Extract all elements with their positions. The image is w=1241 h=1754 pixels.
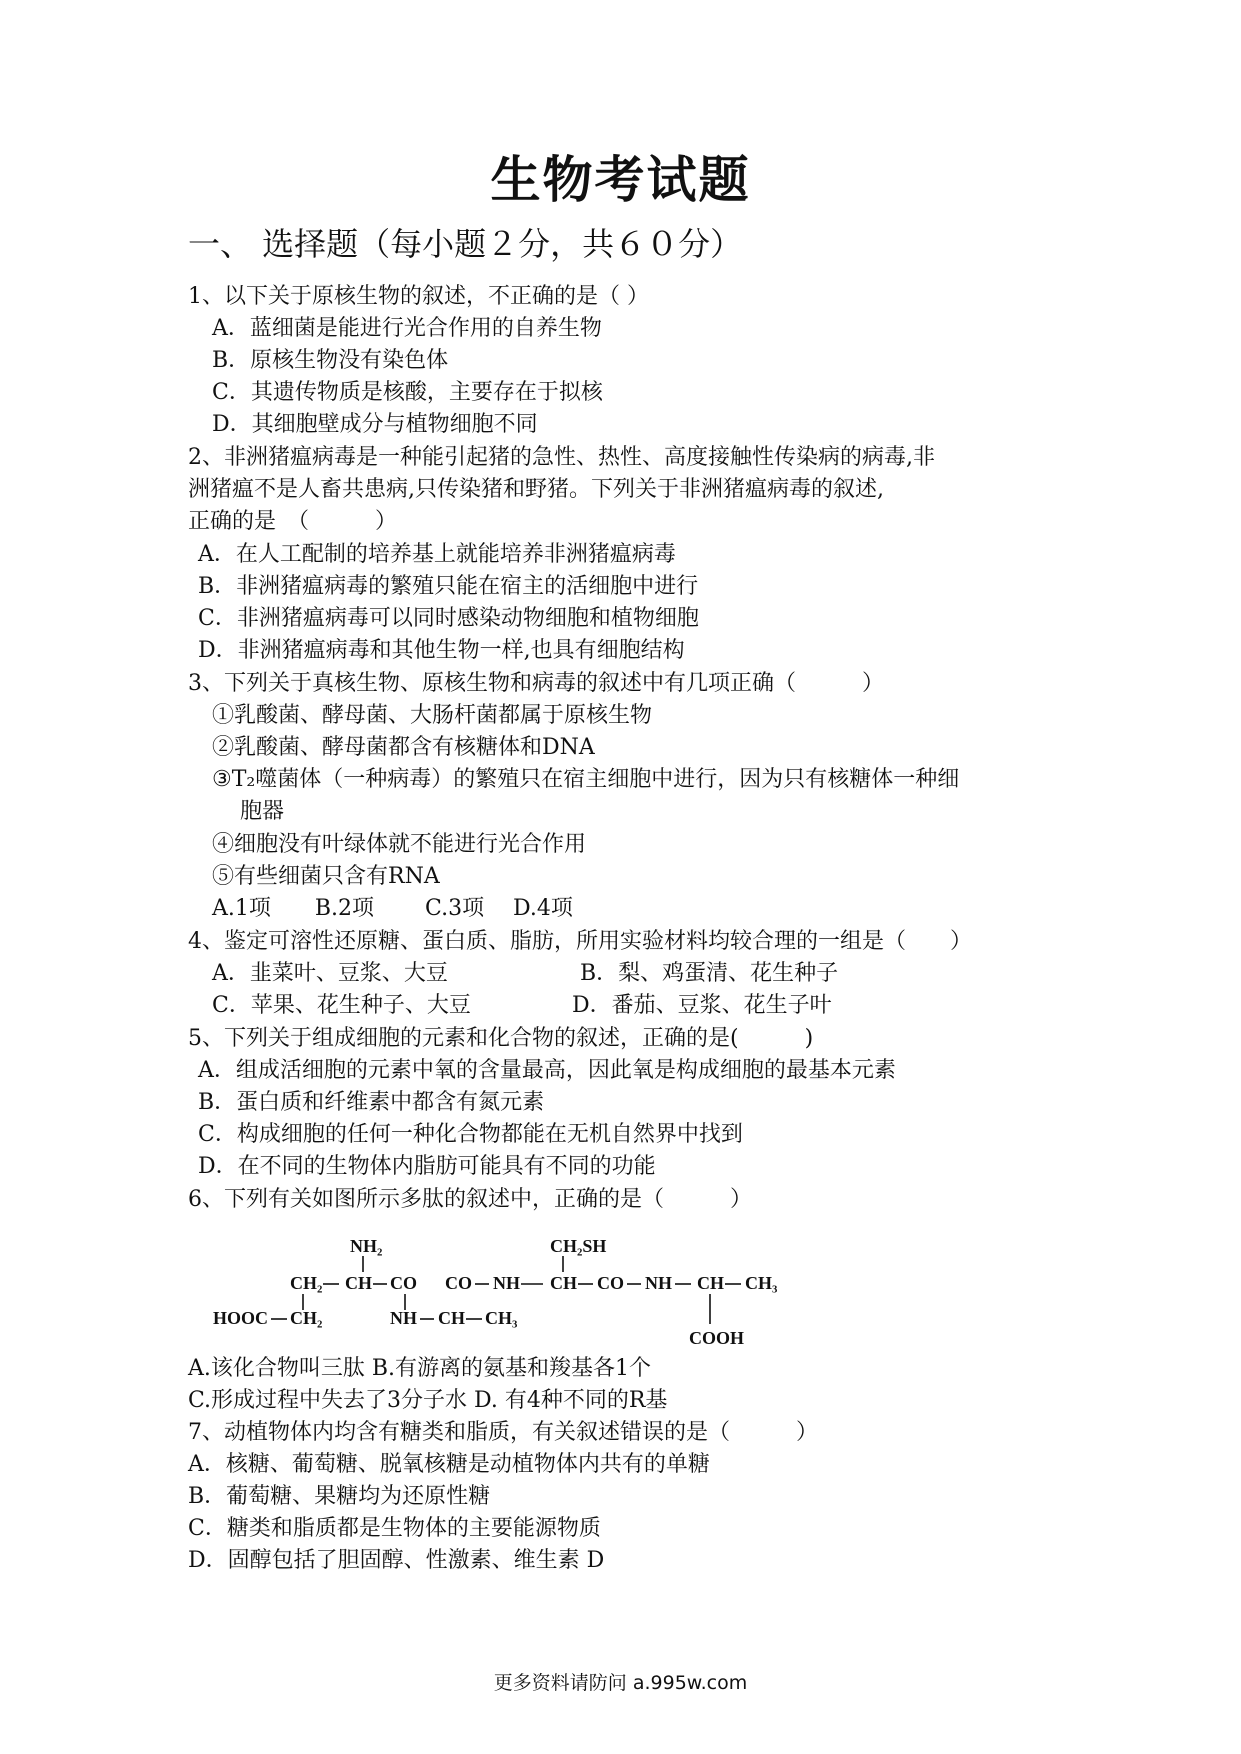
chem-co-b: CO (445, 1273, 472, 1293)
question-line: A.该化合物叫三肽 B.有游离的氨基和羧基各1个 (188, 1356, 652, 1381)
question-line: C．构成细胞的任何一种化合物都能在无机自然界中找到 (198, 1122, 743, 1147)
question-line: B．梨、鸡蛋清、花生种子 (580, 961, 839, 986)
question-line: 4、鉴定可溶性还原糖、蛋白质、脂肪，所用实验材料均较合理的一组是（ ） (188, 929, 972, 954)
question-line: C．糖类和脂质都是生物体的主要能源物质 (188, 1516, 601, 1541)
question-line: A．组成活细胞的元素中氧的含量最高，因此氧是构成细胞的最基本元素 (198, 1058, 896, 1083)
section-title: 一、 选择题（每小题２分，共６０分） (188, 225, 743, 263)
question-line: 洲猪瘟不是人畜共患病,只传染猪和野猪。下列关于非洲猪瘟病毒的叙述, (188, 477, 884, 502)
question-line: A.1项 B.2项 C.3项 D.4项 (212, 896, 573, 921)
question-line: 正确的是 （ ） (188, 509, 398, 534)
question-line: 6、下列有关如图所示多肽的叙述中，正确的是（ ） (188, 1187, 752, 1212)
chem-ch-a: CH (345, 1273, 372, 1293)
question-line: C．苹果、花生种子、大豆 (212, 993, 471, 1018)
footer-link-text: 更多资料请防问 a.995w.com (493, 1672, 748, 1694)
chem-ch2sh: CH₂SH (550, 1236, 607, 1256)
question-line: 胞器 (240, 799, 285, 824)
question-line: D．固醇包括了胆固醇、性激素、维生素 D (188, 1548, 605, 1573)
question-line: C.形成过程中失去了3分子水 D. 有4种不同的R基 (188, 1388, 668, 1413)
question-line: B．蛋白质和纤维素中都含有氮元素 (198, 1090, 545, 1115)
question-line: ④细胞没有叶绿体就不能进行光合作用 (212, 832, 587, 857)
polypeptide-structure-diagram (205, 1232, 825, 1347)
chem-ch-c: CH (697, 1273, 724, 1293)
question-line: B．葡萄糖、果糖均为还原性糖 (188, 1484, 491, 1509)
chem-ch2-b: CH₂ (290, 1308, 323, 1328)
chem-ch-d: CH (438, 1308, 465, 1328)
question-line: ⑤有些细菌只含有RNA (212, 864, 440, 889)
chem-ch2-a: CH₂ (290, 1273, 323, 1293)
question-line: ②乳酸菌、酵母菌都含有核糖体和DNA (212, 735, 595, 760)
chem-co-a: CO (390, 1273, 417, 1293)
chem-cooh: COOH (689, 1328, 745, 1347)
question-line: D．其细胞壁成分与植物细胞不同 (212, 412, 538, 437)
question-line: 7、动植物体内均含有糖类和脂质，有关叙述错误的是（ ） (188, 1420, 818, 1445)
chem-ch3-c: CH₃ (745, 1273, 778, 1293)
page-title: 生物考试题 (490, 150, 751, 209)
question-line: 5、下列关于组成细胞的元素和化合物的叙述，正确的是( ) (188, 1026, 814, 1051)
question-line: C．非洲猪瘟病毒可以同时感染动物细胞和植物细胞 (198, 606, 699, 631)
question-line: C．其遗传物质是核酸，主要存在于拟核 (212, 380, 603, 405)
question-line: B．非洲猪瘟病毒的繁殖只能在宿主的活细胞中进行 (198, 574, 699, 599)
question-line: D．番茄、豆浆、花生子叶 (572, 993, 832, 1018)
question-line: A．韭菜叶、豆浆、大豆 (212, 961, 448, 986)
question-line: D．在不同的生物体内脂肪可能具有不同的功能 (198, 1154, 656, 1179)
chem-ch3-d: CH₃ (485, 1308, 518, 1328)
question-line: A．蓝细菌是能进行光合作用的自养生物 (212, 316, 602, 341)
question-line: A．在人工配制的培养基上就能培养非洲猪瘟病毒 (198, 542, 676, 567)
chem-nh-b: NH (493, 1273, 520, 1293)
question-line: D．非洲猪瘟病毒和其他生物一样,也具有细胞结构 (198, 638, 685, 663)
question-line: A．核糖、葡萄糖、脱氧核糖是动植物体内共有的单糖 (188, 1452, 710, 1477)
question-line: ③T₂噬菌体（一种病毒）的繁殖只在宿主细胞中进行，因为只有核糖体一种细 (212, 767, 960, 792)
question-line: B．原核生物没有染色体 (212, 348, 449, 373)
question-line: 2、非洲猪瘟病毒是一种能引起猪的急性、热性、高度接触性传染病的病毒,非 (188, 445, 935, 470)
chem-ch-b: CH (550, 1273, 577, 1293)
chem-nh-d: NH (390, 1308, 417, 1328)
chem-hooc: HOOC (213, 1308, 269, 1328)
chem-nh-c: NH (645, 1273, 672, 1293)
question-line: 3、下列关于真核生物、原核生物和病毒的叙述中有几项正确（ ） (188, 671, 884, 696)
question-line: 1、以下关于原核生物的叙述，不正确的是（ ） (188, 284, 649, 309)
chem-co-c: CO (597, 1273, 624, 1293)
question-line: ①乳酸菌、酵母菌、大肠杆菌都属于原核生物 (212, 703, 653, 728)
chem-nh2: NH₂ (350, 1236, 383, 1256)
